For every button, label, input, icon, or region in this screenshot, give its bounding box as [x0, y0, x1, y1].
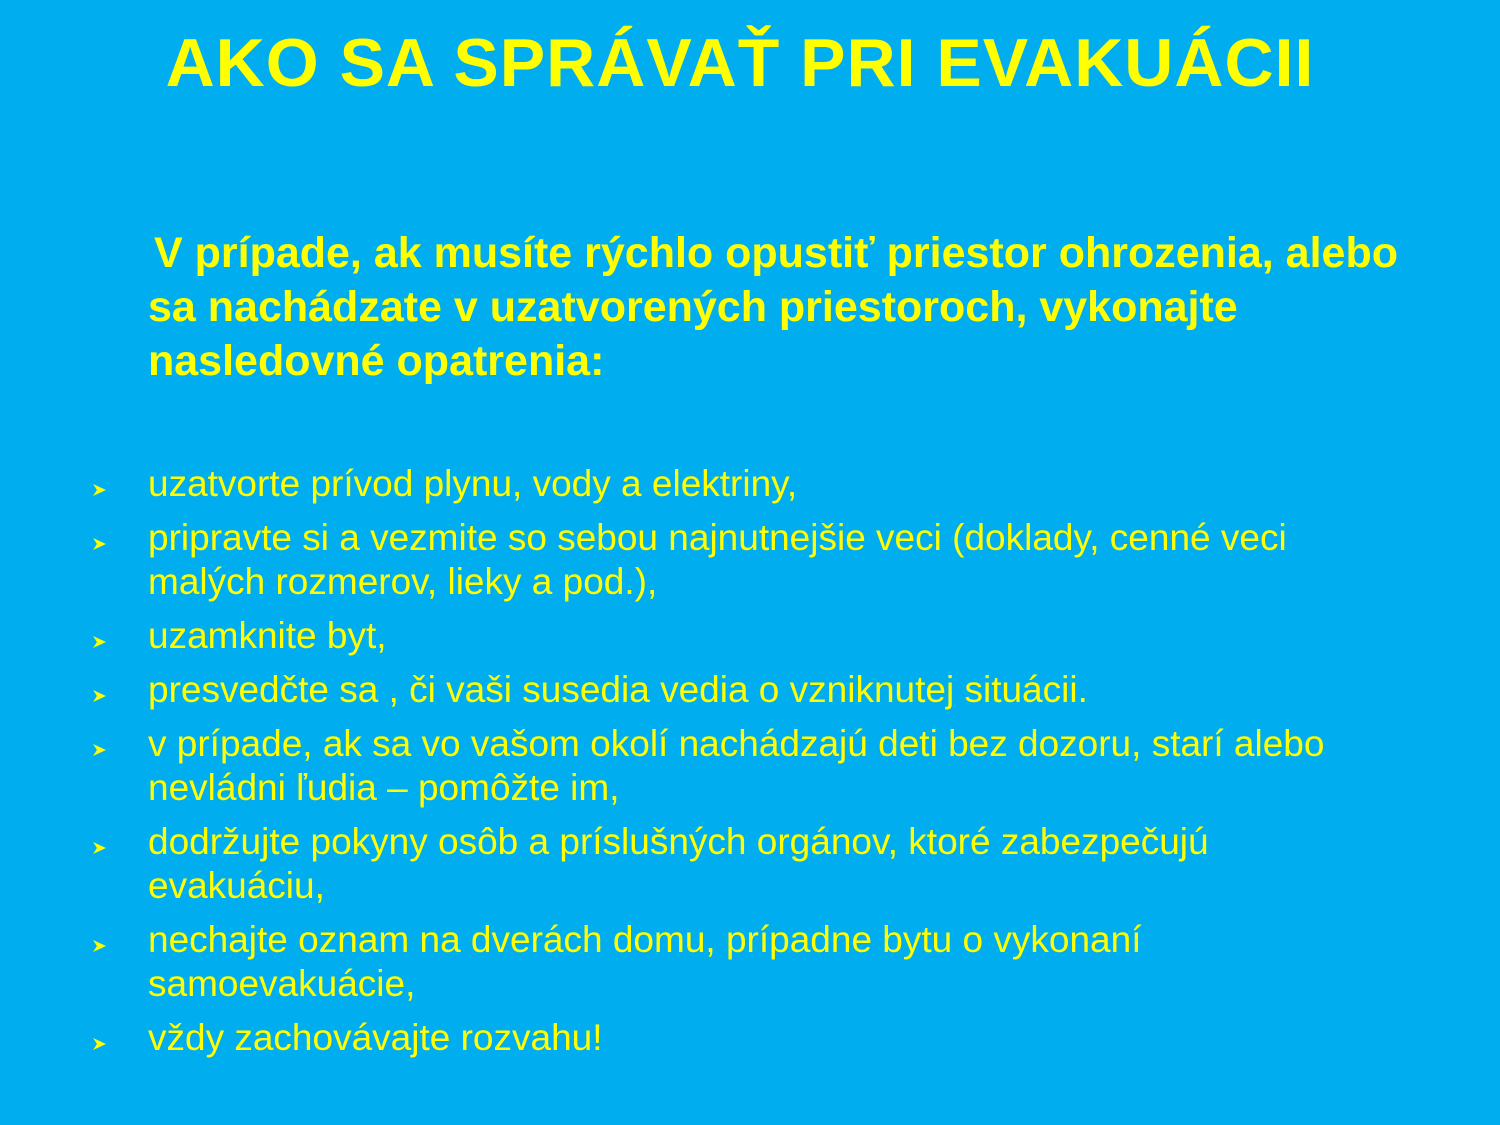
bullet-list [0, 462, 1500, 1070]
arrowhead-bullet-icon [92, 918, 116, 962]
list-item [0, 668, 1378, 712]
arrowhead-bullet-icon [92, 462, 116, 506]
list-item-text: uzatvorte prívod plynu, vody a elektriny, [148, 463, 798, 504]
arrowhead-bullet-icon [92, 668, 116, 712]
intro-paragraph: V prípade, ak musíte rýchlo opustiť priestor ohrozenia, alebo sa nachádzate v uzatvorených priestoroch, vykonajte nasledovné opatrenia: [148, 229, 1398, 385]
list-item-text: presvedčte sa , či vaši susedia vedia o vzniknutej situácii. [148, 669, 1088, 710]
list-item [0, 516, 1378, 604]
slide-title: AKO SA SPRÁVAŤ PRI EVAKUÁCII [165, 25, 1315, 101]
list-item-text: uzamknite byt, [148, 615, 387, 656]
list-item-text: pripravte si a vezmite so sebou najnutnejšie veci (doklady, cenné veci malých rozmerov, lieky a pod.), [148, 517, 1287, 602]
list-item [0, 462, 1378, 506]
list-item-text: v prípade, ak sa vo vašom okolí nachádzajú deti bez dozoru, starí alebo nevládni ľudia – pomôžte im, [148, 723, 1325, 808]
arrowhead-bullet-icon [92, 516, 116, 560]
list-item [0, 614, 1378, 658]
arrowhead-bullet-icon [92, 1016, 116, 1060]
list-item-text: nechajte oznam na dverách domu, prípadne bytu o vykonaní samoevakuácie, [148, 919, 1142, 1004]
list-item [0, 722, 1378, 810]
list-item [0, 1016, 1378, 1060]
arrowhead-bullet-icon [92, 820, 116, 864]
list-item [0, 820, 1378, 908]
list-item-text: vždy zachovávajte rozvahu! [148, 1017, 603, 1058]
arrowhead-bullet-icon [92, 722, 116, 766]
list-item-text: dodržujte pokyny osôb a príslušných orgánov, ktoré zabezpečujú evakuáciu, [148, 821, 1209, 906]
arrowhead-bullet-icon [92, 614, 116, 658]
list-item [0, 918, 1378, 1006]
